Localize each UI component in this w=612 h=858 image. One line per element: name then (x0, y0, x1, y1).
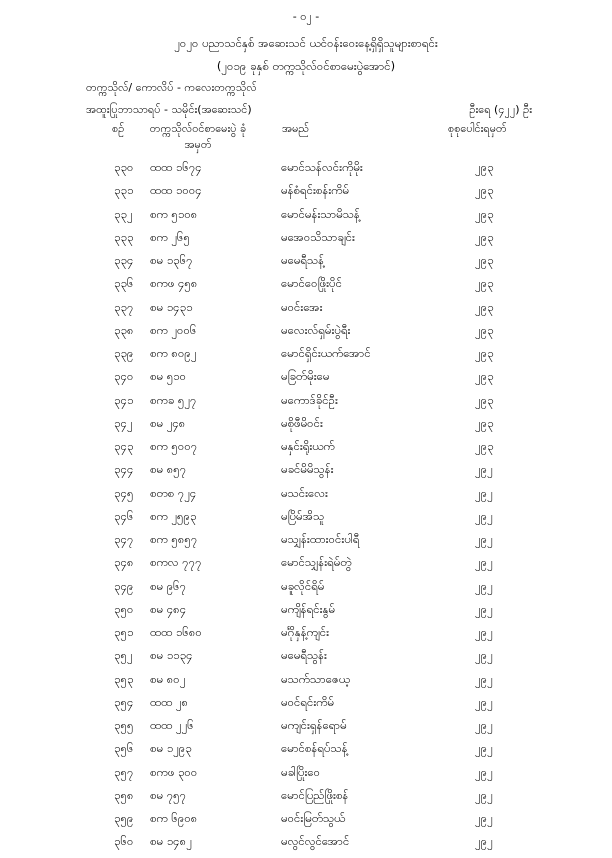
total-marks: ၂၉၃ (475, 206, 494, 221)
total-marks: ၂၉၃ (475, 229, 494, 244)
total-marks: ၂၉၂ (475, 532, 493, 546)
student-name: မလေးလ်ရှမ်းပွဲရီး (281, 322, 351, 337)
total-marks: ၂၉၃ (475, 322, 494, 337)
table-row (0, 276, 612, 299)
row-number: ၃၄၉ (114, 578, 134, 593)
total-marks: ၂၉၂ (475, 741, 493, 756)
total-marks: ၂၉၂ (475, 648, 493, 663)
table-row (0, 416, 612, 439)
total-marks: ၂၉၃ (475, 439, 494, 453)
total-marks: ၂၉၃ (475, 346, 494, 360)
roll-number: စက ၅၁၀၈ (150, 206, 198, 221)
header-roll: တက္ကသိုလ်ဝင်စာမေးပွဲ ခုံအမှတ် (149, 122, 247, 151)
roll-number: ထထ ၂၂၆ (150, 718, 194, 732)
table-row (0, 230, 612, 253)
row-number: ၃၅၈ (114, 787, 134, 802)
row-number: ၃၅၄ (114, 694, 134, 709)
student-name: မခင်မိမိသွန်း (281, 462, 334, 477)
student-name: မောင်ဝေဖြိုးပိုင် (281, 276, 342, 291)
row-number: ၃၄၅ (114, 485, 134, 500)
row-number: ၃၅၃ (114, 671, 134, 686)
document-title: ၂၀၂၀ ပညာသင်နှစ် အဆေးသင် ယင်ဝန်းဝေးနေ့ရှိရှိသူများစာရင်း (174, 36, 438, 50)
table-row (0, 579, 612, 602)
student-name: မသက်သာဇေယ့ (281, 671, 351, 686)
student-name: မမေရီသန့် (281, 253, 325, 267)
student-name: မောင်သန်လင်းကိုမိုး (281, 160, 363, 174)
student-name: မသျှန်းထားဝင်းပါရီ (281, 532, 360, 546)
row-number: ၃၄၈ (114, 555, 134, 570)
row-number: ၃၅၂ (114, 648, 133, 663)
total-marks: ၂၉၂ (475, 555, 493, 570)
roll-number: စကလ ၇၇၇ (150, 555, 202, 570)
header-name: အမည် (282, 122, 310, 135)
roll-number: စမ ၂၄၈ (150, 415, 186, 430)
row-number: ၃၃၆ (114, 276, 134, 291)
row-number: ၃၄၁ (114, 392, 134, 407)
table-row (0, 369, 612, 392)
total-marks: ၂၉၂ (475, 671, 493, 686)
page-number: - ၀၂ - (292, 10, 320, 23)
roll-number: စက ၂၅၉၃ (150, 508, 197, 523)
row-number: ၃၅၁ (114, 625, 134, 639)
student-name: မဝင်းအေး (281, 299, 323, 314)
row-number: ၃၅၆ (114, 741, 134, 756)
student-name: မန်စံရင်းစန်းကိမ် (281, 183, 350, 198)
row-number: ၃၃၁ (114, 183, 134, 198)
student-name: မောင်သျှန်းရဲမ်တွဲ (281, 555, 352, 570)
student-name: မသင်းလေး (281, 485, 328, 500)
table-row (0, 741, 612, 764)
row-number: ၃၅၇ (114, 764, 134, 779)
table-row (0, 648, 612, 671)
total-count: ဦးရေ (၄၂၂) ဦး (469, 103, 532, 116)
table-row (0, 672, 612, 695)
student-name: မမေရီသွန်း (281, 648, 327, 663)
row-number: ၃၃၈ (114, 322, 134, 337)
row-number: ၃၅၀ (114, 601, 134, 616)
roll-number: စမ ၈၅၇ (150, 462, 187, 477)
total-marks: ၂၉၂ (475, 601, 493, 616)
roll-number: စမ ၄၈၄ (150, 601, 187, 616)
row-number: ၃၆၀ (114, 834, 134, 849)
roll-number: စကဖ ၄၅၈ (150, 276, 198, 291)
roll-number: စက ၅၀၀၇ (150, 439, 198, 453)
total-marks: ၂၉၃ (475, 415, 494, 430)
total-marks: ၂၉၂ (475, 462, 493, 477)
table-row (0, 462, 612, 485)
total-marks: ၂၉၃ (475, 160, 494, 174)
table-row (0, 509, 612, 532)
student-name: မနှင်းရိုးယက် (281, 439, 335, 453)
total-marks: ၂၉၂ (475, 508, 493, 523)
roll-number: စကခ ၅၂၇ (150, 392, 197, 407)
table-row (0, 207, 612, 230)
student-name: မင်္ဂိုနှန့်ကျင်း (281, 625, 330, 639)
student-name: မခါပြိုးဝေ (281, 764, 321, 779)
total-marks: ၂၉၂ (475, 694, 493, 709)
total-marks: ၂၉၂ (475, 811, 493, 825)
row-number: ၃၅၉ (114, 811, 134, 825)
row-number: ၃၄၇ (114, 532, 134, 546)
roll-number: စက ၂၀၀၆ (150, 322, 197, 337)
document-subtitle: (၂၀၁၉ ခုနှစ် တက္ကသိုလ်ဝင်စာမေးပွဲအောင်) (216, 59, 396, 73)
row-number: ၃၃၉ (114, 346, 134, 360)
roll-number: စက ၆၉၀၈ (150, 811, 198, 825)
total-marks: ၂၉၃ (475, 299, 494, 314)
table-row (0, 695, 612, 718)
row-number: ၃၄၂ (114, 415, 133, 430)
roll-number: စမ ၁၄၈၂ (150, 834, 192, 849)
roll-number: ထထ ၁၆၈၀ (150, 625, 202, 639)
roll-number: စမ ၅၁၀ (150, 369, 187, 384)
row-number: ၃၄၃ (114, 439, 134, 453)
row-number: ၃၄၄ (114, 462, 134, 477)
row-number: ၃၃၀ (114, 160, 134, 174)
student-name: မောင်စန်ရပ်သန့် (281, 741, 348, 756)
student-name: မကျိန်ရင်းနွမ် (281, 601, 336, 616)
table-row (0, 532, 612, 555)
total-marks: ၂၉၂ (475, 485, 493, 500)
table-row (0, 811, 612, 834)
roll-number: စတစ ၇၂၄ (150, 485, 197, 500)
table-row (0, 834, 612, 857)
total-marks: ၂၉၃ (475, 276, 494, 291)
table-row (0, 625, 612, 648)
table-row (0, 183, 612, 206)
total-marks: ၂၉၃ (475, 369, 494, 384)
header-marks: စုစုပေါင်းရမှတ် (448, 122, 507, 135)
roll-number: စမ ၇၅၇ (150, 787, 187, 802)
table-row (0, 486, 612, 509)
row-number: ၃၄၀ (114, 369, 134, 384)
row-number: ၃၃၇ (114, 299, 134, 314)
table-row (0, 323, 612, 346)
roll-number: စကဖ ၃၀၀ (150, 764, 198, 779)
row-number: ၃၃၄ (114, 253, 134, 267)
table-row (0, 765, 612, 788)
roll-number: စမ ၁၂၉၃ (150, 741, 192, 756)
total-marks: ၂၉၂ (475, 578, 493, 593)
row-number: ၃၄၆ (114, 508, 134, 523)
table-row (0, 346, 612, 369)
row-number: ၃၅၅ (114, 718, 134, 732)
header-no: စဉ် (112, 122, 125, 135)
total-marks: ၂၉၃ (475, 253, 494, 267)
roll-number: စမ ၁၁၃၄ (150, 648, 193, 663)
student-name: မခူလိုင်ရိမ် (281, 578, 325, 593)
roll-number: စမ ၁၄၃၁ (150, 299, 193, 314)
total-marks: ၂၉၂ (475, 787, 493, 802)
table-row (0, 602, 612, 625)
roll-number: စမ ၁၃၆၇ (150, 253, 193, 267)
roll-number: စမ ၈၀၂ (150, 671, 186, 686)
table-row (0, 439, 612, 462)
student-name: မောင်မန်းသာမိသန့် (281, 206, 360, 221)
table-row (0, 160, 612, 183)
student-name: မောင်ရှိင်းယက်အောင် (281, 346, 371, 360)
student-name: မလွင်လွင်အောင် (281, 834, 350, 849)
total-marks: ၂၉၂ (475, 764, 493, 779)
results-table (0, 160, 612, 858)
roll-number: စက ၂၆၅ (150, 229, 190, 244)
total-marks: ၂၉၂ (475, 718, 493, 732)
student-name: မဝင်းမြတ်သွယ် (281, 811, 346, 825)
roll-number: စက ၈၀၉၂ (150, 346, 197, 360)
roll-number: စက ၅၈၅၇ (150, 532, 198, 546)
total-marks: ၂၉၃ (475, 183, 494, 198)
roll-number: ထထ ၂၈ (150, 694, 189, 709)
table-row (0, 555, 612, 578)
row-number: ၃၃၃ (114, 229, 134, 244)
row-number: ၃၃၂ (114, 206, 133, 221)
student-name: မကောဒ်ခိုင်ဦး (281, 392, 338, 407)
table-row (0, 393, 612, 416)
roll-number: ထထ ၁၀၀၄ (150, 183, 202, 198)
student-name: မဝင်ရင်းကိမ် (281, 694, 335, 709)
student-name: မအေ၀သိသာချင်း (281, 229, 355, 244)
table-row (0, 253, 612, 276)
total-marks: ၂၉၂ (475, 834, 493, 849)
student-name: မောင်ပြည်ဖြိုးစန် (281, 787, 349, 802)
student-name: မခြတ်မိုးမေ (281, 369, 330, 384)
university-label: တက္ကသိုလ်/ ကောလိပ် - ကလေးတက္ကသိုလ် (86, 81, 257, 94)
table-row (0, 718, 612, 741)
roll-number: ထထ ၁၆၇၄ (150, 160, 202, 174)
table-row (0, 788, 612, 811)
student-name: မပြိမ်အိသူ (281, 508, 325, 523)
major-label: အထူးပြုဘာသာရပ် - သမိုင်း(အဆေးသင်) (86, 103, 252, 116)
total-marks: ၂၉၃ (475, 392, 494, 407)
student-name: မစိုဖီမိဝင်း (281, 415, 323, 430)
roll-number: စမ ၉၆၇ (150, 578, 187, 593)
student-name: မကျင်းရှန်ရောမ် (281, 718, 347, 732)
table-row (0, 300, 612, 323)
total-marks: ၂၉၂ (475, 625, 493, 639)
